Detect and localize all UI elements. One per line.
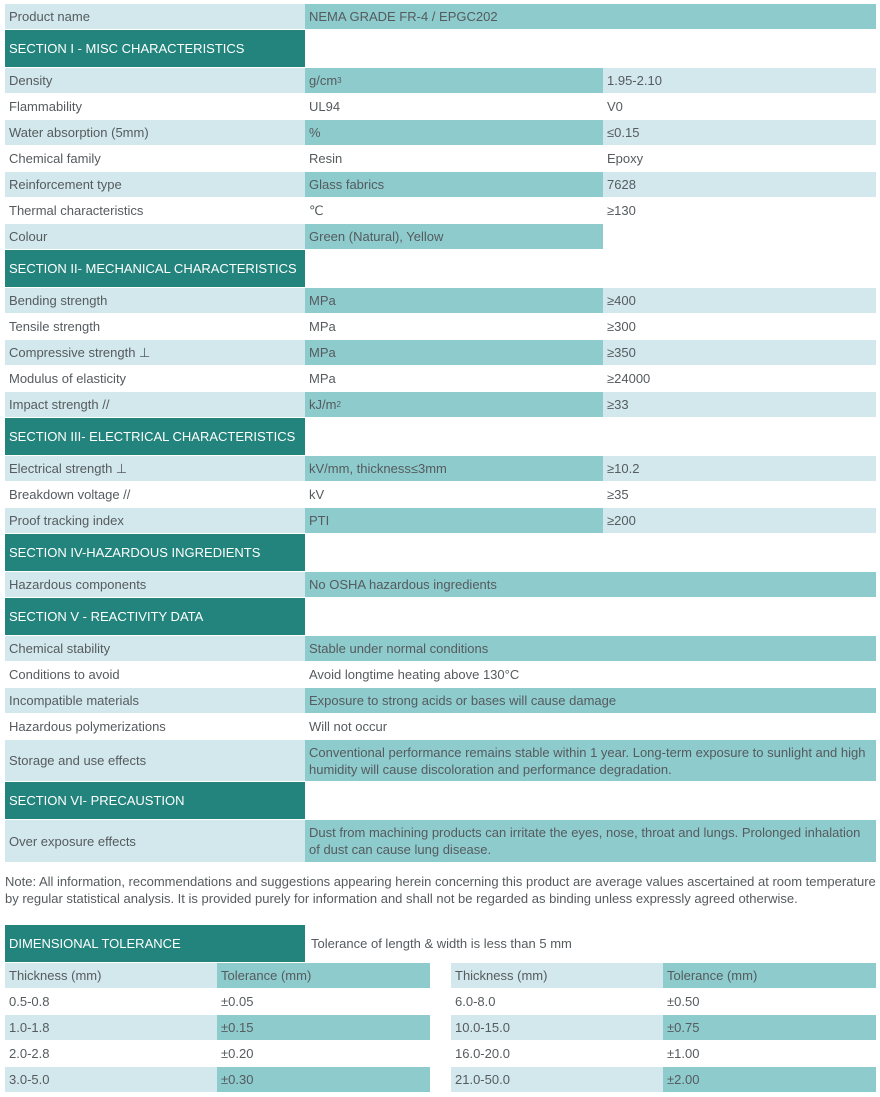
- property-unit: kV/mm, thickness≤3mm: [305, 456, 603, 481]
- property-value: 1.95-2.10: [603, 68, 876, 93]
- thickness-column-header: Thickness (mm): [451, 963, 663, 988]
- tolerance-row: [451, 1015, 876, 1040]
- section-title: SECTION V - REACTIVITY DATA: [5, 598, 305, 635]
- property-text: Stable under normal conditions: [305, 636, 876, 661]
- property-name: Colour: [5, 224, 305, 249]
- section-title: SECTION IV-HAZARDOUS INGREDIENTS: [5, 534, 305, 571]
- tolerance-cell: ±0.05: [217, 989, 430, 1014]
- property-value: Epoxy: [603, 146, 876, 171]
- property-value: ≥24000: [603, 366, 876, 391]
- table-row: [5, 340, 876, 365]
- table-row: [5, 224, 876, 249]
- thickness-cell: 2.0-2.8: [5, 1041, 217, 1066]
- property-value: ≥130: [603, 198, 876, 223]
- property-name: Tensile strength: [5, 314, 305, 339]
- section-title: SECTION I - MISC CHARACTERISTICS: [5, 30, 305, 67]
- tolerance-subtitle: Tolerance of length & width is less than 5 mm: [305, 925, 876, 962]
- table-row: [5, 172, 876, 197]
- table-row: [5, 198, 876, 223]
- table-row: [5, 314, 876, 339]
- property-text: Will not occur: [305, 714, 876, 739]
- property-text: Dust from machining products can irritate the eyes, nose, throat and lungs. Prolonged inhalation of dust can cause lung disease.: [305, 820, 876, 862]
- tolerance-cell: ±0.75: [663, 1015, 876, 1040]
- tolerance-column-header: Tolerance (mm): [663, 963, 876, 988]
- tolerance-header: [5, 925, 876, 962]
- property-name: Modulus of elasticity: [5, 366, 305, 391]
- thickness-cell: 16.0-20.0: [451, 1041, 663, 1066]
- property-unit: MPa: [305, 314, 603, 339]
- property-unit: kV: [305, 482, 603, 507]
- table-row: [5, 68, 876, 93]
- table-row: [5, 146, 876, 171]
- property-unit: Glass fabrics: [305, 172, 603, 197]
- tolerance-cell: ±0.50: [663, 989, 876, 1014]
- property-value: ≥300: [603, 314, 876, 339]
- property-value: ≥33: [603, 392, 876, 417]
- tolerance-cell: ±2.00: [663, 1067, 876, 1092]
- property-unit: kJ/m 2: [305, 392, 603, 417]
- tolerance-row: [5, 989, 430, 1014]
- product-name-row: [5, 4, 876, 29]
- property-name: Density: [5, 68, 305, 93]
- table-row: [5, 572, 876, 597]
- property-name: Over exposure effects: [5, 820, 305, 862]
- tolerance-row: [5, 1067, 430, 1092]
- thickness-column-header: Thickness (mm): [5, 963, 217, 988]
- disclaimer-note: Note: All information, recommendations and suggestions appearing herein concerning this product are average values ascertained at room temperature by regular statistical analysis. It is provided purely for information and shall not be regarded as binding unless expressly agreed otherwise.: [5, 874, 876, 906]
- product-name-value: NEMA GRADE FR-4 / EPGC202: [305, 4, 876, 29]
- tolerance-cell: ±0.30: [217, 1067, 430, 1092]
- property-name: Hazardous components: [5, 572, 305, 597]
- property-value: ≥35: [603, 482, 876, 507]
- table-row: [5, 508, 876, 533]
- property-value: ≥350: [603, 340, 876, 365]
- property-unit: ℃: [305, 198, 603, 223]
- property-name: Reinforcement type: [5, 172, 305, 197]
- property-name: Storage and use effects: [5, 740, 305, 781]
- tolerance-row: [5, 1015, 430, 1040]
- tolerance-row: [451, 989, 876, 1014]
- property-name: Chemical stability: [5, 636, 305, 661]
- table-row: [5, 740, 876, 781]
- property-value: 7628: [603, 172, 876, 197]
- table-row: [5, 482, 876, 507]
- tolerance-row: [451, 1041, 876, 1066]
- property-unit: Green (Natural), Yellow: [305, 224, 603, 249]
- property-unit: MPa: [305, 288, 603, 313]
- thickness-cell: 6.0-8.0: [451, 989, 663, 1014]
- property-text: Avoid longtime heating above 130°C: [305, 662, 876, 687]
- property-unit: g/cm 3: [305, 68, 603, 93]
- property-text: No OSHA hazardous ingredients: [305, 572, 876, 597]
- property-unit: PTI: [305, 508, 603, 533]
- table-row: [5, 288, 876, 313]
- property-name: Compressive strength ⊥: [5, 340, 305, 365]
- tolerance-cell: ±1.00: [663, 1041, 876, 1066]
- property-name: Conditions to avoid: [5, 662, 305, 687]
- section-header: [5, 782, 876, 819]
- product-name-label: Product name: [5, 4, 305, 29]
- property-name: Flammability: [5, 94, 305, 119]
- property-name: Bending strength: [5, 288, 305, 313]
- property-name: Incompatible materials: [5, 688, 305, 713]
- tolerance-title: DIMENSIONAL TOLERANCE: [5, 925, 305, 962]
- section-title: SECTION II- MECHANICAL CHARACTERISTICS: [5, 250, 305, 287]
- section-header: [5, 534, 876, 571]
- table-row: [5, 714, 876, 739]
- table-row: [5, 366, 876, 391]
- property-unit: Resin: [305, 146, 603, 171]
- property-value: ≥400: [603, 288, 876, 313]
- table-row: [5, 456, 876, 481]
- thickness-cell: 1.0-1.8: [5, 1015, 217, 1040]
- property-unit: %: [305, 120, 603, 145]
- property-value: ≤0.15: [603, 120, 876, 145]
- table-row: [5, 662, 876, 687]
- property-value: ≥200: [603, 508, 876, 533]
- tolerance-table-left: [5, 963, 430, 1093]
- property-name: Water absorption (5mm): [5, 120, 305, 145]
- property-unit: UL94: [305, 94, 603, 119]
- thickness-cell: 21.0-50.0: [451, 1067, 663, 1092]
- property-value: ≥10.2: [603, 456, 876, 481]
- property-unit: MPa: [305, 340, 603, 365]
- tolerance-cell: ±0.15: [217, 1015, 430, 1040]
- property-name: Thermal characteristics: [5, 198, 305, 223]
- tolerance-header-row: [5, 963, 430, 988]
- section-header: [5, 250, 876, 287]
- specification-sheet: [5, 4, 876, 863]
- property-value: V0: [603, 94, 876, 119]
- section-header: [5, 598, 876, 635]
- property-name: Proof tracking index: [5, 508, 305, 533]
- property-text: Conventional performance remains stable within 1 year. Long-term exposure to sunlight and high humidity will cause discoloration and performance degradation.: [305, 740, 876, 781]
- property-name: Hazardous polymerizations: [5, 714, 305, 739]
- property-name: Impact strength //: [5, 392, 305, 417]
- tolerance-row: [451, 1067, 876, 1092]
- tolerance-table-right: [451, 963, 876, 1093]
- property-value: [603, 224, 876, 249]
- section-title: SECTION III- ELECTRICAL CHARACTERISTICS: [5, 418, 305, 455]
- tolerance-row: [5, 1041, 430, 1066]
- property-unit: MPa: [305, 366, 603, 391]
- table-row: [5, 688, 876, 713]
- tolerance-header-row: [451, 963, 876, 988]
- tolerance-column-header: Tolerance (mm): [217, 963, 430, 988]
- section-title: SECTION VI- PRECAUSTION: [5, 782, 305, 819]
- property-name: Electrical strength ⊥: [5, 456, 305, 481]
- table-row: [5, 636, 876, 661]
- thickness-cell: 0.5-0.8: [5, 989, 217, 1014]
- section-header: [5, 30, 876, 67]
- table-row: [5, 820, 876, 862]
- table-row: [5, 94, 876, 119]
- table-row: [5, 120, 876, 145]
- section-header: [5, 418, 876, 455]
- tolerance-cell: ±0.20: [217, 1041, 430, 1066]
- thickness-cell: 10.0-15.0: [451, 1015, 663, 1040]
- property-name: Chemical family: [5, 146, 305, 171]
- property-text: Exposure to strong acids or bases will cause damage: [305, 688, 876, 713]
- table-row: [5, 392, 876, 417]
- thickness-cell: 3.0-5.0: [5, 1067, 217, 1092]
- property-name: Breakdown voltage //: [5, 482, 305, 507]
